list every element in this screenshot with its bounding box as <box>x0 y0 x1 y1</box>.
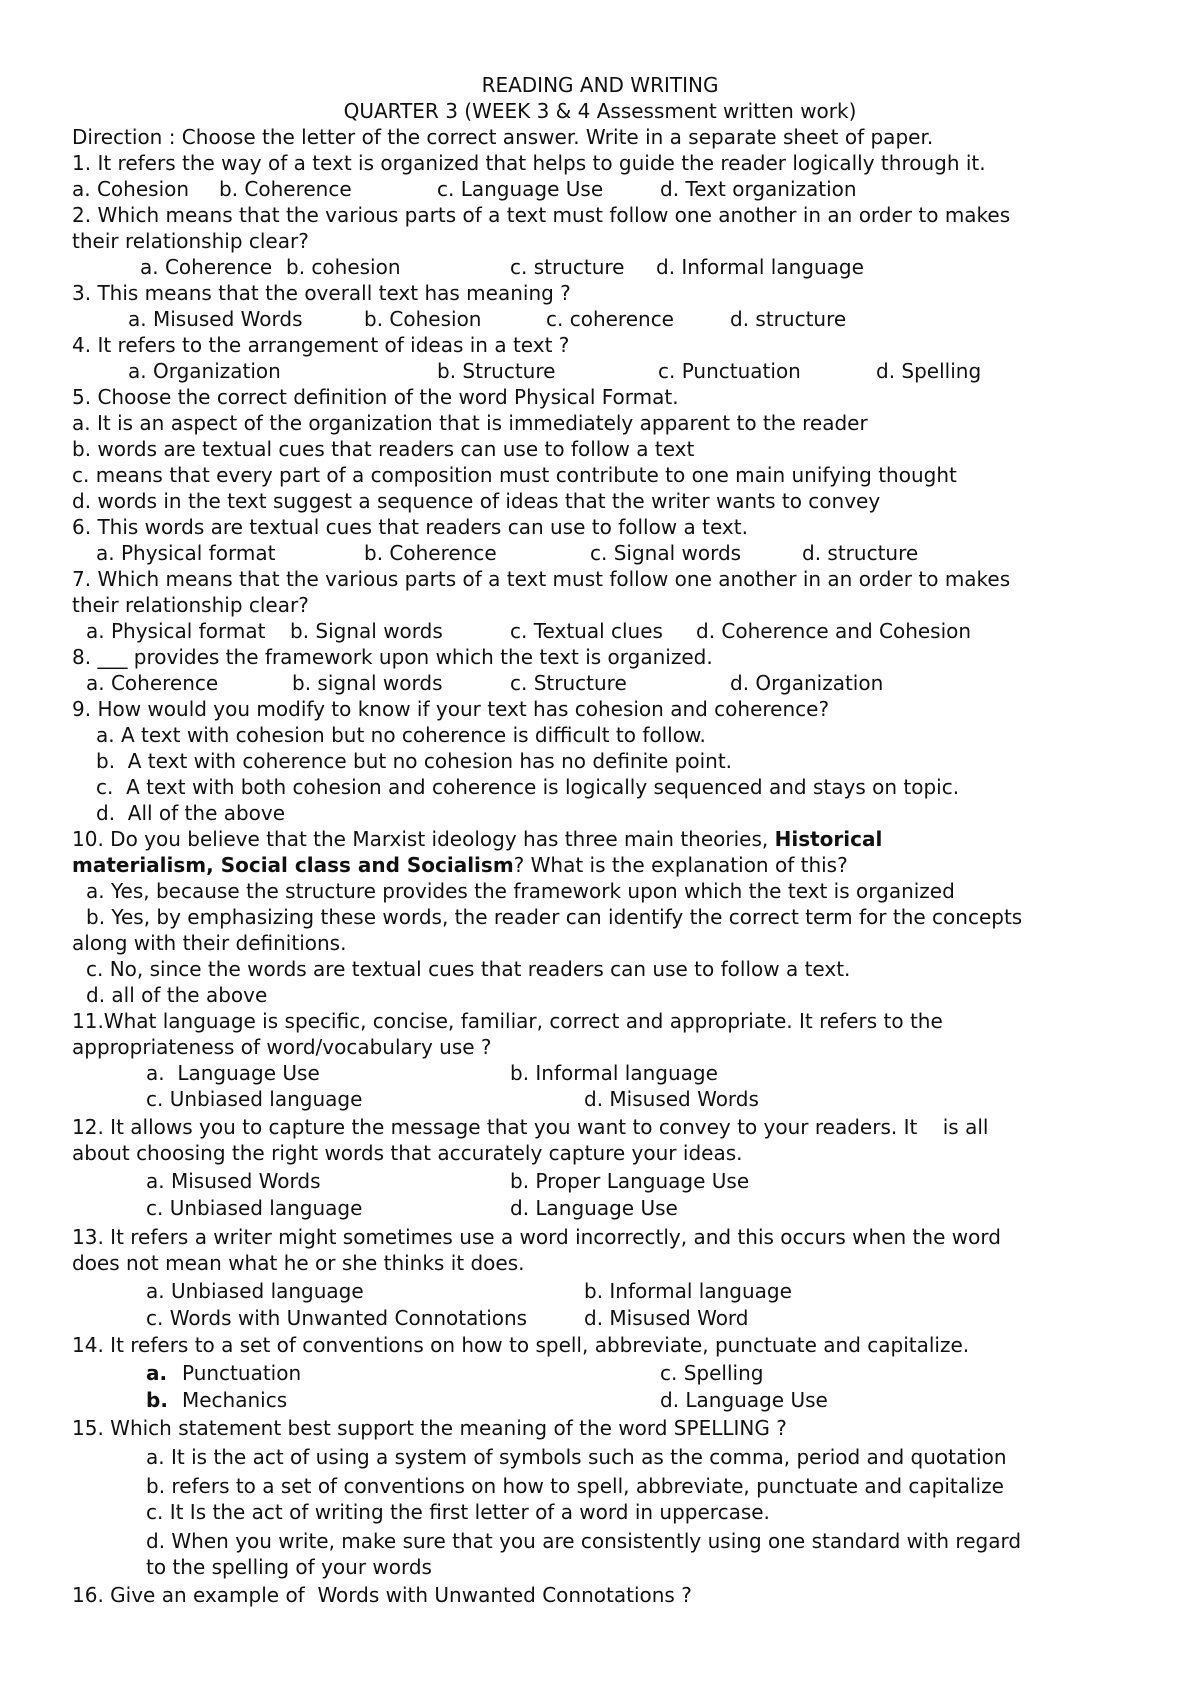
question-11-option-a: a. Language Use <box>146 1061 320 1085</box>
question-2-option-a: a. Coherence <box>140 255 273 279</box>
question-6-option-d: d. structure <box>802 541 919 565</box>
question-7-option-b: b. Signal words <box>290 619 443 643</box>
question-14-option-c: c. Spelling <box>660 1361 764 1385</box>
question-14-option-d: d. Language Use <box>660 1388 828 1412</box>
question-14-option-b-letter: b. <box>146 1388 168 1412</box>
page-title: READING AND WRITING <box>481 73 719 97</box>
question-14-option-a-text: Punctuation <box>182 1361 302 1385</box>
page-subtitle: QUARTER 3 (WEEK 3 & 4 Assessment written work) <box>343 99 857 123</box>
question-7-option-c: c. Textual clues <box>510 619 663 643</box>
question-14-option-a-letter: a. <box>146 1361 168 1385</box>
question-4-text: 4. It refers to the arrangement of ideas in a text ? <box>72 333 570 357</box>
directions: Direction : Choose the letter of the correct answer. Write in a separate sheet of paper. <box>72 125 934 149</box>
question-4-option-d: d. Spelling <box>876 359 982 383</box>
question-6-option-b: b. Coherence <box>364 541 497 565</box>
question-2-option-d: d. Informal language <box>656 255 864 279</box>
question-11-option-d: d. Misused Words <box>584 1087 759 1111</box>
question-16-text: 16. Give an example of Words with Unwanted Connotations ? <box>72 1583 692 1607</box>
question-7-option-d: d. Coherence and Cohesion <box>696 619 972 643</box>
question-4-option-a: a. Organization <box>128 359 281 383</box>
question-15-option-d: d. When you write, make sure that you are consistently using one standard with regard <box>146 1529 1022 1553</box>
question-1-text: 1. It refers the way of a text is organized that helps to guide the reader logically through it. <box>72 151 986 175</box>
question-5-option-b: b. words are textual cues that readers can use to follow a text <box>72 437 695 461</box>
question-1-option-d: d. Text organization <box>660 177 857 201</box>
question-4-option-c: c. Punctuation <box>658 359 801 383</box>
question-1-option-c: c. Language Use <box>437 177 604 201</box>
question-5-option-a: a. It is an aspect of the organization that is immediately apparent to the reader <box>72 411 868 435</box>
question-13-text: 13. It refers a writer might sometimes use a word incorrectly, and this occurs when the word <box>72 1225 1001 1249</box>
question-15-option-c: c. It Is the act of writing the first letter of a word in uppercase. <box>146 1500 770 1524</box>
question-2-option-c: c. structure <box>510 255 625 279</box>
question-15-option-a: a. It is the act of using a system of symbols such as the comma, period and quotation <box>146 1445 1007 1469</box>
question-10-option-d: d. all of the above <box>86 983 268 1007</box>
question-12-option-d: d. Language Use <box>510 1196 678 1220</box>
question-15-option-b: b. refers to a set of conventions on how to spell, abbreviate, punctuate and capitalize <box>146 1474 1004 1498</box>
question-14-option-b <box>146 1387 168 1413</box>
question-13-text-continued: does not mean what he or she thinks it does. <box>72 1251 525 1275</box>
question-9-option-d: d. All of the above <box>96 801 286 825</box>
question-8-option-a: a. Coherence <box>86 671 219 695</box>
question-10-text <box>72 826 882 852</box>
question-10-option-b: b. Yes, by emphasizing these words, the reader can identify the correct term for the concepts <box>86 905 1023 929</box>
question-6-text: 6. This words are textual cues that readers can use to follow a text. <box>72 515 748 539</box>
question-8-option-d: d. Organization <box>730 671 884 695</box>
question-13-option-d: d. Misused Word <box>584 1306 749 1330</box>
question-7-text-continued: their relationship clear? <box>72 593 309 617</box>
question-5-text: 5. Choose the correct definition of the word Physical Format. <box>72 385 679 409</box>
question-9-option-b: b. A text with coherence but no cohesion has no definite point. <box>96 749 733 773</box>
question-13-option-c: c. Words with Unwanted Connotations <box>146 1306 528 1330</box>
question-6-option-a: a. Physical format <box>96 541 276 565</box>
question-11-text-continued: appropriateness of word/vocabulary use ? <box>72 1035 492 1059</box>
question-8-text: 8. ___ provides the framework upon which the text is organized. <box>72 645 713 669</box>
question-10-option-c: c. No, since the words are textual cues that readers can use to follow a text. <box>86 957 851 981</box>
question-7-text: 7. Which means that the various parts of a text must follow one another in an order to makes <box>72 567 1011 591</box>
question-7-option-a: a. Physical format <box>86 619 266 643</box>
question-11-text: 11.What language is specific, concise, familiar, correct and appropriate. It refers to the <box>72 1009 943 1033</box>
question-10-text-continued <box>72 852 848 878</box>
question-9-option-c: c. A text with both cohesion and coherence is logically sequenced and stays on topic. <box>96 775 960 799</box>
question-10-bold-terms: materialism, Social class and Socialism <box>72 853 514 877</box>
question-3-option-c: c. coherence <box>546 307 674 331</box>
question-8-option-b: b. signal words <box>292 671 443 695</box>
question-2-text: 2. Which means that the various parts of a text must follow one another in an order to makes <box>72 203 1011 227</box>
question-9-text: 9. How would you modify to know if your text has cohesion and coherence? <box>72 697 830 721</box>
question-2-text-continued: their relationship clear? <box>72 229 309 253</box>
question-11-option-b: b. Informal language <box>510 1061 718 1085</box>
question-12-option-a: a. Misused Words <box>146 1169 321 1193</box>
question-10-text-end: ? What is the explanation of this? <box>513 853 848 877</box>
question-4-option-b: b. Structure <box>437 359 556 383</box>
question-6-option-c: c. Signal words <box>590 541 742 565</box>
question-1-option-a: a. Cohesion <box>72 177 190 201</box>
question-10-bold-term: Historical <box>774 827 883 851</box>
question-10-option-b-continued: along with their definitions. <box>72 931 347 955</box>
question-12-option-c: c. Unbiased language <box>146 1196 363 1220</box>
question-14-option-b-text: Mechanics <box>182 1388 288 1412</box>
question-12-text-continued: about choosing the right words that accurately capture your ideas. <box>72 1141 743 1165</box>
question-14-option-a <box>146 1360 167 1386</box>
question-15-option-d-continued: to the spelling of your words <box>146 1555 432 1579</box>
question-3-option-d: d. structure <box>730 307 847 331</box>
question-3-option-b: b. Cohesion <box>364 307 482 331</box>
question-14-text: 14. It refers to a set of conventions on how to spell, abbreviate, punctuate and capitalize. <box>72 1333 970 1357</box>
question-11-option-c: c. Unbiased language <box>146 1087 363 1111</box>
question-9-option-a: a. A text with cohesion but no coherence is difficult to follow. <box>96 723 706 747</box>
question-3-option-a: a. Misused Words <box>128 307 303 331</box>
question-5-option-d: d. words in the text suggest a sequence of ideas that the writer wants to convey <box>72 489 881 513</box>
question-1-option-b: b. Coherence <box>219 177 352 201</box>
question-10-text-start: 10. Do you believe that the Marxist ideology has three main theories, <box>72 827 775 851</box>
question-10-option-a: a. Yes, because the structure provides the framework upon which the text is organized <box>86 879 955 903</box>
question-13-option-a: a. Unbiased language <box>146 1279 364 1303</box>
question-5-option-c: c. means that every part of a composition must contribute to one main unifying thought <box>72 463 957 487</box>
question-2-option-b: b. cohesion <box>286 255 401 279</box>
question-12-option-b: b. Proper Language Use <box>510 1169 750 1193</box>
question-13-option-b: b. Informal language <box>584 1279 792 1303</box>
question-12-text: 12. It allows you to capture the message that you want to convey to your readers. It is all <box>72 1115 989 1139</box>
question-15-text: 15. Which statement best support the meaning of the word SPELLING ? <box>72 1416 787 1440</box>
question-3-text: 3. This means that the overall text has meaning ? <box>72 281 571 305</box>
question-8-option-c: c. Structure <box>510 671 627 695</box>
